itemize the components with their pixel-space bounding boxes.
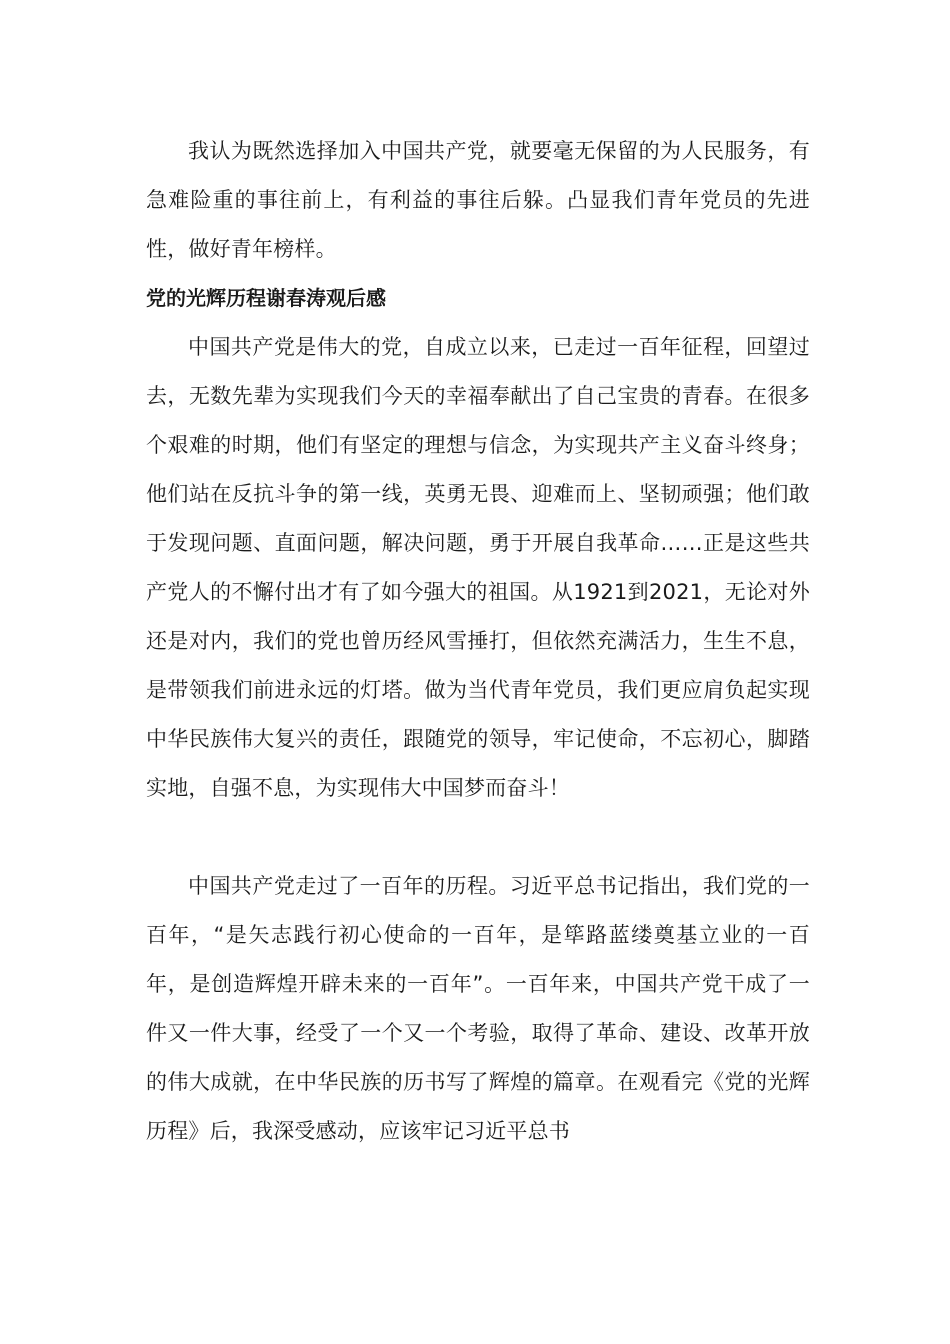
paragraph-spacer	[146, 813, 810, 862]
section-heading: 党的光辉历程谢春涛观后感	[146, 286, 386, 310]
paragraph-2: 中国共产党是伟大的党，自成立以来，已走过一百年征程，回望过去，无数先辈为实现我们今天的幸福奉献出了自己宝贵的青春。在很多个艰难的时期，他们有坚定的理想与信念，为实现共产主义奋斗终身；他们站在反抗斗争的第一线，英勇无畏、迎难而上、坚韧顽强；他们敢于发现问题、直面问题，解决问题，勇于开展自我革命……正是这些共产党人的不懈付出才有了如今强大的祖国。从1921到2021，无论对外还是对内，我们的党也曾历经风雪捶打，但依然充满活力，生生不息，是带领我们前进永远的灯塔。做为当代青年党员，我们更应肩负起实现中华民族伟大复兴的责任，跟随党的领导，牢记使命，不忘初心，脚踏实地，自强不息，为实现伟大中国梦而奋斗！	[146, 335, 810, 800]
paragraph-1: 我认为既然选择加入中国共产党，就要毫无保留的为人民服务，有急难险重的事往前上，有利益的事往后躲。凸显我们青年党员的先进性，做好青年榜样。	[146, 139, 810, 261]
paragraph-3: 中国共产党走过了一百年的历程。习近平总书记指出，我们党的一百年，“是矢志践行初心使命的一百年，是筚路蓝缕奠基立业的一百年，是创造辉煌开辟未来的一百年”。一百年来，中国共产党干成了一件又一件大事，经受了一个又一个考验，取得了革命、建设、改革开放的伟大成就，在中华民族的历书写了辉煌的篇章。在观看完《党的光辉历程》后，我深受感动，应该牢记习近平总书	[146, 874, 810, 1143]
